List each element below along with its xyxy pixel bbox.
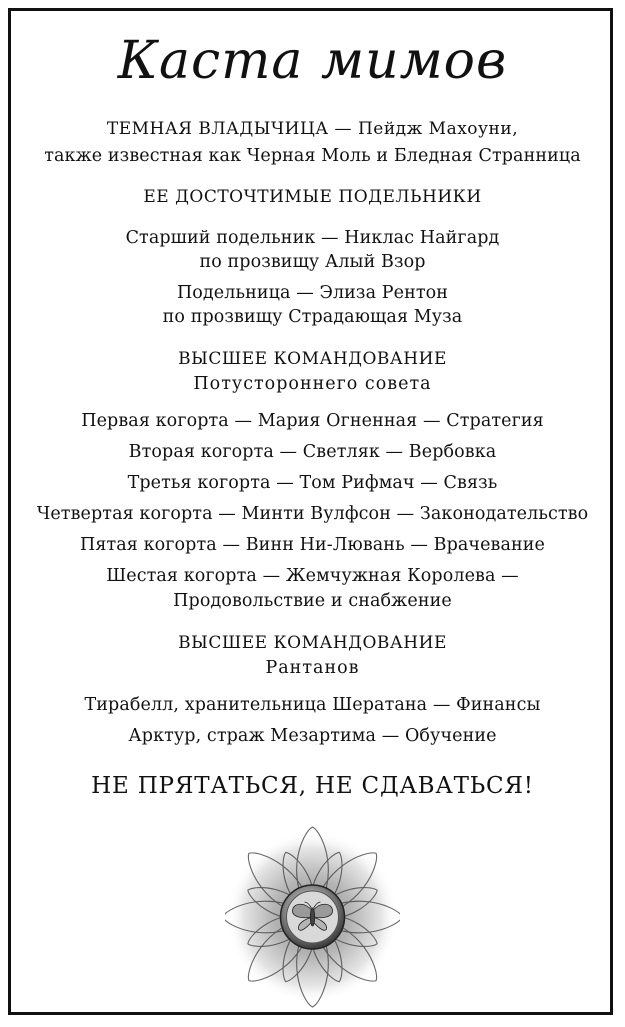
- rantans-heading-1: ВЫСШЕЕ КОМАНДОВАНИЕ: [178, 633, 447, 653]
- council-item-6-continued: Продовольствие и снабжение: [173, 591, 452, 611]
- council-item-4: Четвертая когорта — Минти Вулфсон — Законодательство: [36, 504, 589, 524]
- associate-2-line-1: Подельница — Элиза Рентон: [176, 283, 449, 303]
- moth-emblem-icon: [225, 820, 400, 1015]
- motto: НЕ ПРЯТАТЬСЯ, НЕ СДАВАТЬСЯ!: [91, 773, 534, 799]
- associate-2-line-2: по прозвищу Страдающая Муза: [162, 307, 463, 327]
- rantans-item-2: Арктур, страж Мезартима — Обучение: [128, 726, 497, 746]
- page-title: Каста мимов: [117, 31, 508, 91]
- council-heading-2: Потустороннего совета: [193, 374, 432, 394]
- leader-line-1: ТЕМНАЯ ВЛАДЫЧИЦА — Пейдж Махоуни,: [106, 119, 519, 139]
- council-heading-1: ВЫСШЕЕ КОМАНДОВАНИЕ: [178, 349, 447, 369]
- council-item-3: Третья когорта — Том Рифмач — Связь: [127, 473, 498, 493]
- associate-1-line-2: по прозвищу Алый Взор: [199, 252, 426, 272]
- associates-heading: ЕЕ ДОСТОЧТИМЫЕ ПОДЕЛЬНИКИ: [143, 187, 482, 207]
- associate-1-line-1: Старший подельник — Никлас Найгард: [125, 228, 500, 248]
- rantans-heading-2: Рантанов: [265, 658, 360, 678]
- council-item-1: Первая когорта — Мария Огненная — Стратегия: [81, 411, 544, 431]
- council-item-5: Пятая когорта — Винн Ни-Лювань — Врачевание: [79, 535, 546, 555]
- council-item-6: Шестая когорта — Жемчужная Королева —: [106, 566, 519, 586]
- leader-line-2: также известная как Черная Моль и Бледная Странница: [44, 146, 581, 166]
- council-item-2: Вторая когорта — Светляк — Вербовка: [128, 442, 497, 462]
- rantans-item-1: Тирабелл, хранительница Шератана — Финансы: [84, 695, 541, 715]
